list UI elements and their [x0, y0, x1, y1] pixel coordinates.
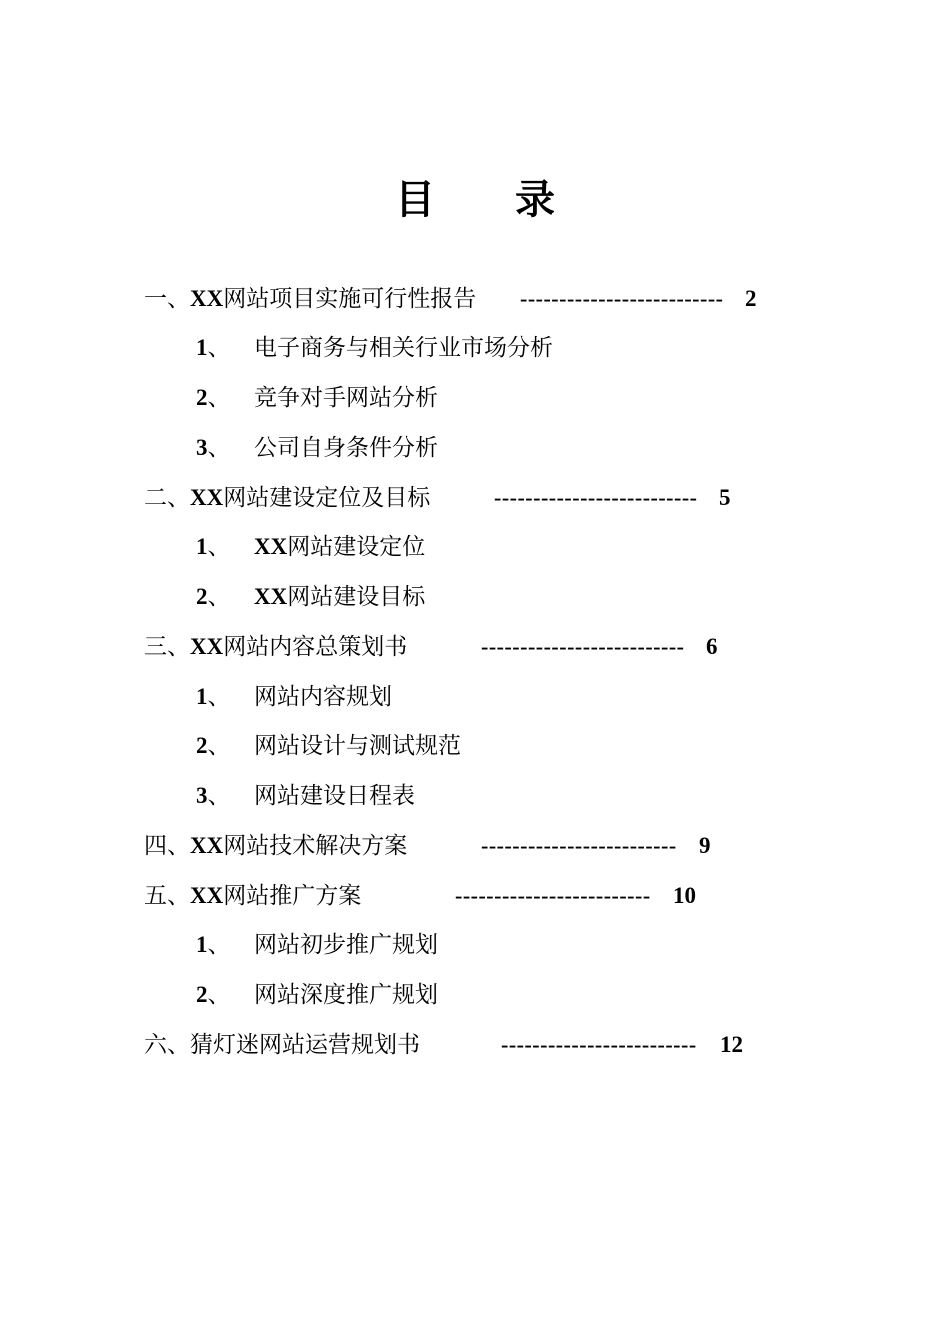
subsection-number: 1、 [196, 534, 231, 560]
dot-leader: ------------------------- [481, 833, 677, 858]
toc-entry-5-2[interactable] [196, 978, 696, 1012]
page-number: 9 [699, 833, 711, 858]
subsection-number: 2、 [196, 982, 231, 1008]
subsection-title: 电子商务与相关行业市场分析 [254, 335, 553, 361]
section-prefix: 一、 [144, 286, 190, 312]
subsection-number: 3、 [196, 783, 231, 809]
toc-entry-3-3[interactable] [196, 779, 696, 813]
toc-entry-section-4[interactable] [144, 829, 784, 863]
toc-entry-2-2[interactable] [196, 580, 696, 614]
toc-title-char-2: 录 [515, 177, 555, 223]
subsection-number: 2、 [196, 385, 231, 411]
page-number: 2 [745, 286, 757, 311]
dot-leader: -------------------------- [481, 634, 685, 659]
subsection-title: 网站设计与测试规范 [254, 733, 461, 759]
section-latin: XX [190, 883, 224, 908]
subsection-title: 网站建设日程表 [254, 783, 415, 809]
dot-leader: -------------------------- [494, 485, 698, 510]
toc-entry-3-1[interactable] [196, 680, 696, 714]
toc-entry-5-1[interactable] [196, 928, 696, 962]
page-number: 5 [719, 485, 731, 510]
section-prefix: 六、 [144, 1032, 190, 1058]
toc-entry-3-2[interactable] [196, 729, 696, 763]
dot-leader: ------------------------- [501, 1032, 697, 1057]
toc-entry-1-3[interactable] [196, 431, 696, 465]
subsection-title: 公司自身条件分析 [254, 435, 438, 461]
subsection-title: 网站内容规划 [254, 684, 392, 710]
toc-entry-1-2[interactable] [196, 381, 696, 415]
dot-leader: -------------------------- [520, 286, 724, 311]
toc-entry-section-2[interactable] [144, 481, 784, 515]
toc-entry-section-3[interactable] [144, 630, 784, 664]
section-prefix: 三、 [144, 634, 190, 660]
subsection-title: 网站深度推广规划 [254, 982, 438, 1008]
toc-entry-1-1[interactable] [196, 331, 696, 365]
subsection-number: 1、 [196, 684, 231, 710]
subsection-title: 竞争对手网站分析 [254, 385, 438, 411]
subsection-title: 网站初步推广规划 [254, 932, 438, 958]
page-number: 12 [720, 1032, 743, 1057]
section-prefix: 五、 [144, 883, 190, 909]
subsection-number: 1、 [196, 932, 231, 958]
toc-title-char-1: 目 [395, 177, 435, 223]
toc-entry-section-1[interactable] [144, 282, 784, 316]
subsection-number: 2、 [196, 733, 231, 759]
subsection-title: XX网站建设定位 [254, 534, 426, 560]
section-latin: XX [190, 634, 224, 659]
subsection-title: XX网站建设目标 [254, 584, 426, 610]
toc-entry-section-6[interactable] [144, 1028, 784, 1062]
section-title: 网站项目实施可行性报告 [223, 286, 477, 312]
section-title: 网站内容总策划书 [223, 634, 408, 660]
subsection-number: 3、 [196, 435, 231, 461]
toc-entry-2-1[interactable] [196, 530, 696, 564]
section-latin: XX [190, 485, 224, 510]
toc-title [0, 172, 950, 232]
page-number: 10 [673, 883, 696, 908]
section-title: 网站推广方案 [223, 883, 362, 909]
subsection-number: 1、 [196, 335, 231, 361]
section-prefix: 四、 [144, 833, 190, 859]
section-prefix: 二、 [144, 485, 190, 511]
section-title: 网站技术解决方案 [223, 833, 408, 859]
toc-entry-section-5[interactable] [144, 879, 784, 913]
subsection-number: 2、 [196, 584, 231, 610]
section-latin: XX [190, 833, 224, 858]
dot-leader: ------------------------- [455, 883, 651, 908]
section-title: 网站建设定位及目标 [223, 485, 431, 511]
section-title: 猜灯迷网站运营规划书 [190, 1032, 420, 1058]
page-number: 6 [706, 634, 718, 659]
section-latin: XX [190, 286, 224, 311]
